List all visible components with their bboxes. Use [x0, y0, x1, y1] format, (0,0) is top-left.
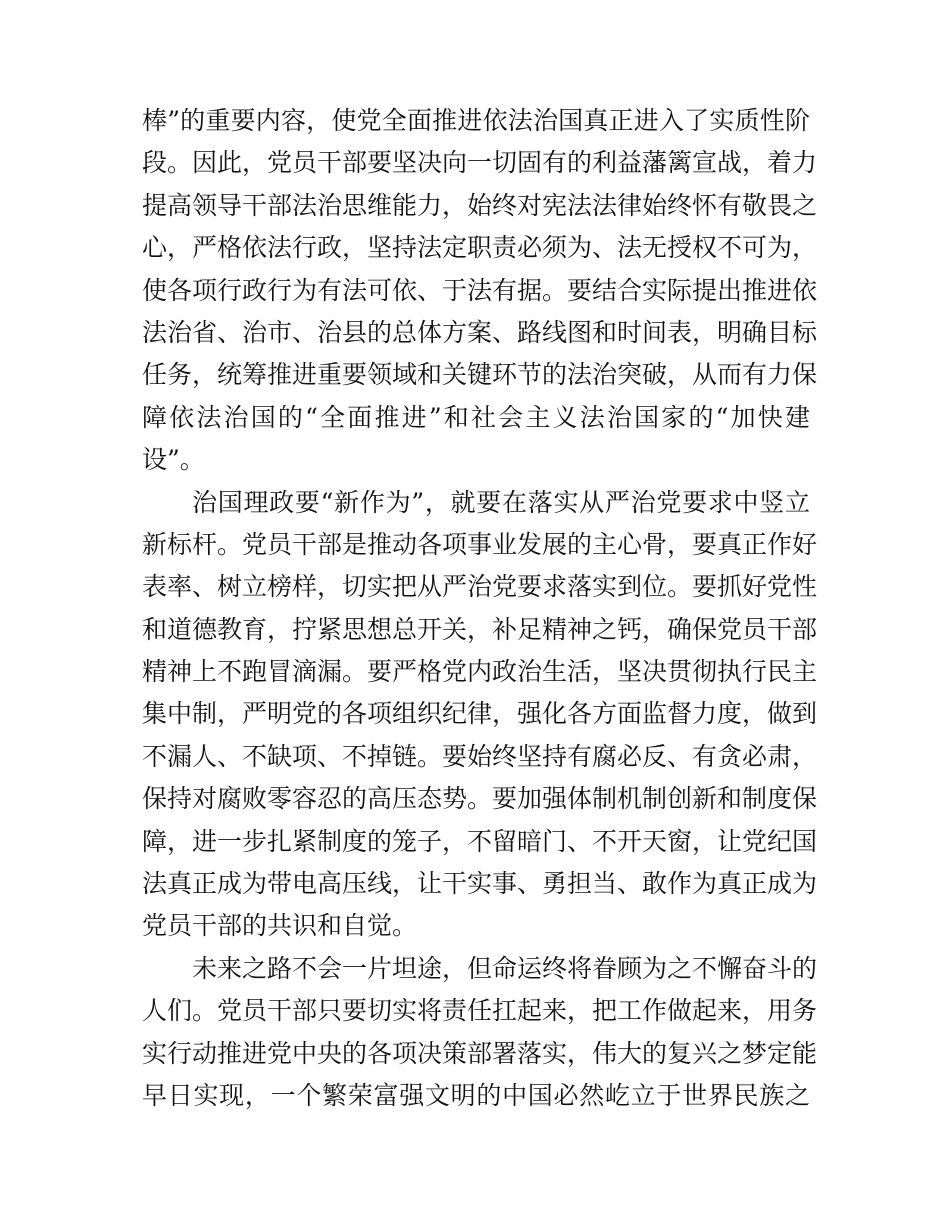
text-line: 任务，统筹推进重要领域和关键环节的法治突破，从而有力保: [142, 360, 818, 390]
text-line: 精神上不跑冒滴漏。要严格党内政治生活，坚决贯彻执行民主: [142, 657, 818, 687]
text-line: 障依法治国的“全面推进”和社会主义法治国家的“加快建: [142, 402, 810, 432]
paragraph-future-path: [142, 948, 818, 1118]
text-line: 实行动推进党中央的各项决策部署落实，伟大的复兴之梦定能: [142, 1038, 818, 1068]
text-line: 不漏人、不缺项、不掉链。要始终坚持有腐必反、有贪必肃，: [142, 741, 818, 771]
text-line: 段。因此，党员干部要坚决向一切固有的利益藩篱宣战，着力: [142, 148, 818, 178]
text-line: 心，严格依法行政，坚持法定职责必须为、法无授权不可为，: [142, 233, 818, 263]
text-line: 人们。党员干部只要切实将责任扛起来，把工作做起来，用务: [142, 996, 818, 1026]
document-body: [142, 100, 818, 1117]
text-line: 表率、树立榜样，切实把从严治党要求落实到位。要抓好党性: [142, 572, 818, 602]
text-line: 棒”的重要内容，使党全面推进依法治国真正进入了实质性阶: [142, 106, 810, 135]
text-line: 集中制，严明党的各项组织纪律，强化各方面监督力度，做到: [142, 699, 818, 729]
text-line: 党员干部的共识和自觉。: [142, 911, 418, 941]
text-line: 使各项行政行为有法可依、于法有据。要结合实际提出推进依: [142, 275, 818, 305]
text-line: 法真正成为带电高压线，让干实事、勇担当、敢作为真正成为: [142, 869, 818, 899]
text-line: 设”。: [142, 445, 205, 475]
text-line: 和道德教育，拧紧思想总开关，补足精神之钙，确保党员干部: [142, 614, 818, 644]
paragraph-party-discipline: [142, 482, 818, 948]
text-line: 早日实现，一个繁荣富强文明的中国必然屹立于世界民族之: [142, 1080, 810, 1110]
text-line: 法治省、治市、治县的总体方案、路线图和时间表，明确目标: [142, 317, 818, 347]
text-line: 新标杆。党员干部是推动各项事业发展的主心骨，要真正作好: [142, 529, 818, 559]
text-line: 保持对腐败零容忍的高压态势。要加强体制机制创新和制度保: [142, 784, 818, 814]
text-line: 未来之路不会一片坦途，但命运终将眷顾为之不懈奋斗的: [192, 953, 818, 983]
text-line: 治国理政要“新作为”，就要在落实从严治党要求中竖立: [192, 487, 810, 517]
paragraph-rule-of-law-continued: [142, 100, 818, 482]
text-line: 提高领导干部法治思维能力，始终对宪法法律始终怀有敬畏之: [142, 190, 818, 220]
text-line: 障，进一步扎紧制度的笼子，不留暗门、不开天窗，让党纪国: [142, 826, 818, 856]
